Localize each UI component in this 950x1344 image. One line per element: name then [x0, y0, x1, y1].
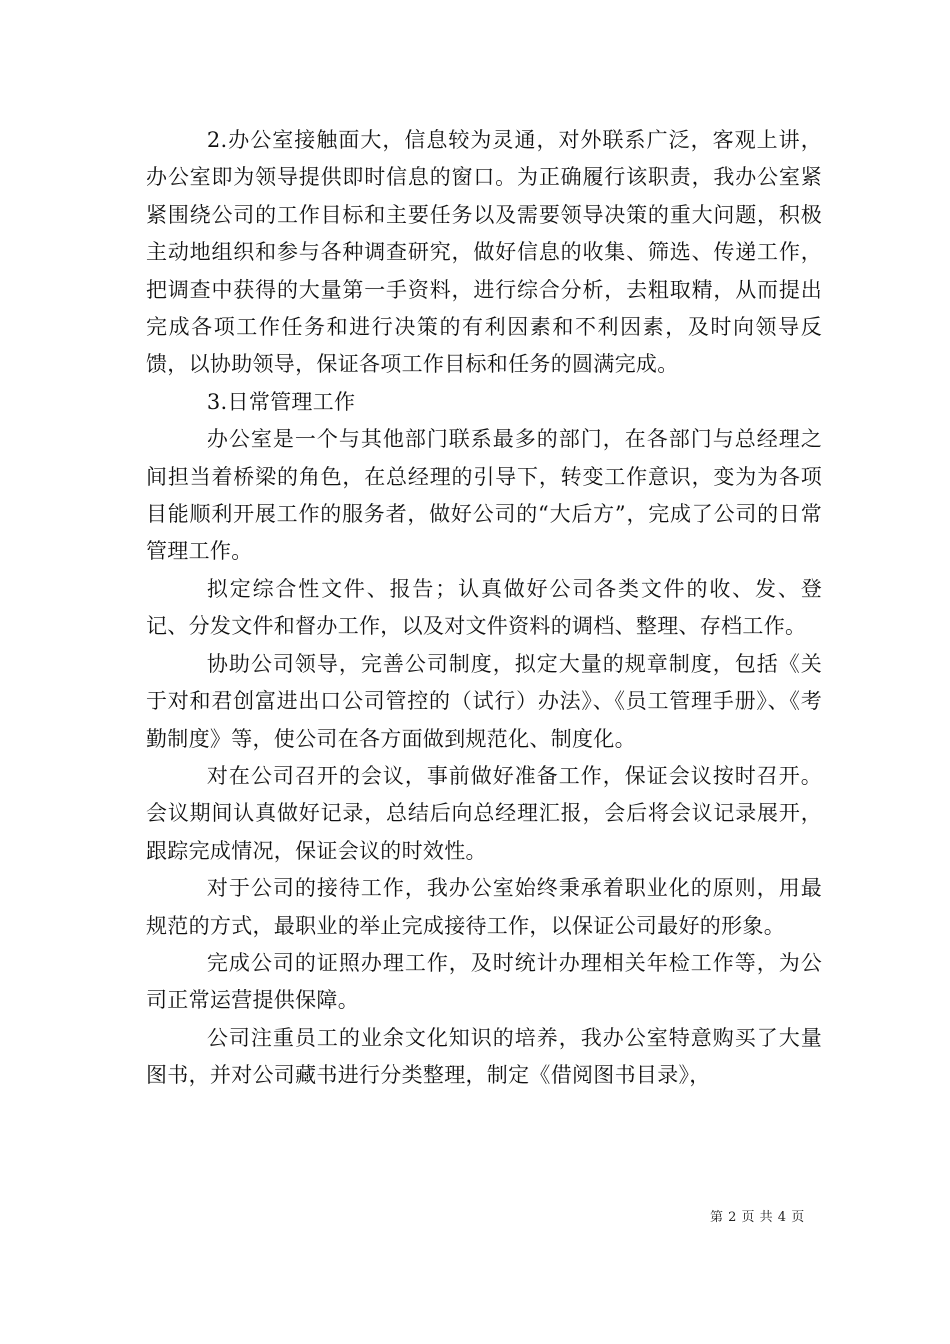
- paragraph-documents: 拟定综合性文件、报告；认真做好公司各类文件的收、发、登记、分发文件和督办工作，以及对文件资料的调档、整理、存档工作。: [146, 576, 822, 639]
- paragraph-licenses: 完成公司的证照办理工作，及时统计办理相关年检工作等，为公司正常运营提供保障。: [146, 950, 822, 1013]
- paragraph-information-window: 2.办公室接触面大，信息较为灵通，对外联系广泛，客观上讲，办公室即为领导提供即时信息的窗口。为正确履行该职责，我办公室紧紧围绕公司的工作目标和主要任务以及需要领导决策的重大问题，积极主动地组织和参与各种调查研究，做好信息的收集、筛选、传递工作，把调查中获得的大量第一手资料，进行综合分析，去粗取精，从而提出完成各项工作任务和进行决策的有利因素和不利因素，及时向领导反馈，以协助领导，保证各项工作目标和任务的圆满完成。: [146, 128, 822, 377]
- section-heading-daily-management: 3.日常管理工作: [206, 389, 356, 414]
- page-number: 第 2 页 共 4 页: [710, 1210, 805, 1225]
- paragraph-library: 公司注重员工的业余文化知识的培养，我办公室特意购买了大量图书，并对公司藏书进行分类整理，制定《借阅图书目录》，: [146, 1025, 822, 1088]
- paragraph-reception: 对于公司的接待工作，我办公室始终秉承着职业化的原则，用最规范的方式，最职业的举止完成接待工作，以保证公司最好的形象。: [146, 876, 822, 938]
- body-text: [146, 122, 822, 1095]
- paragraph-office-role: 办公室是一个与其他部门联系最多的部门，在各部门与总经理之间担当着桥梁的角色，在总经理的引导下，转变工作意识，变为为各项目能顺利开展工作的服务者，做好公司的“大后方”，完成了公司的日常管理工作。: [146, 427, 822, 564]
- paragraph-meetings: 对在公司召开的会议，事前做好准备工作，保证会议按时召开。会议期间认真做好记录，总结后向总经理汇报，会后将会议记录展开，跟踪完成情况，保证会议的时效性。: [146, 763, 822, 863]
- paragraph-regulations: 协助公司领导，完善公司制度，拟定大量的规章制度，包括《关于对和君创富进出口公司管控的（试行）办法》、《员工管理手册》、《考勤制度》等，使公司在各方面做到规范化、制度化。: [146, 651, 822, 751]
